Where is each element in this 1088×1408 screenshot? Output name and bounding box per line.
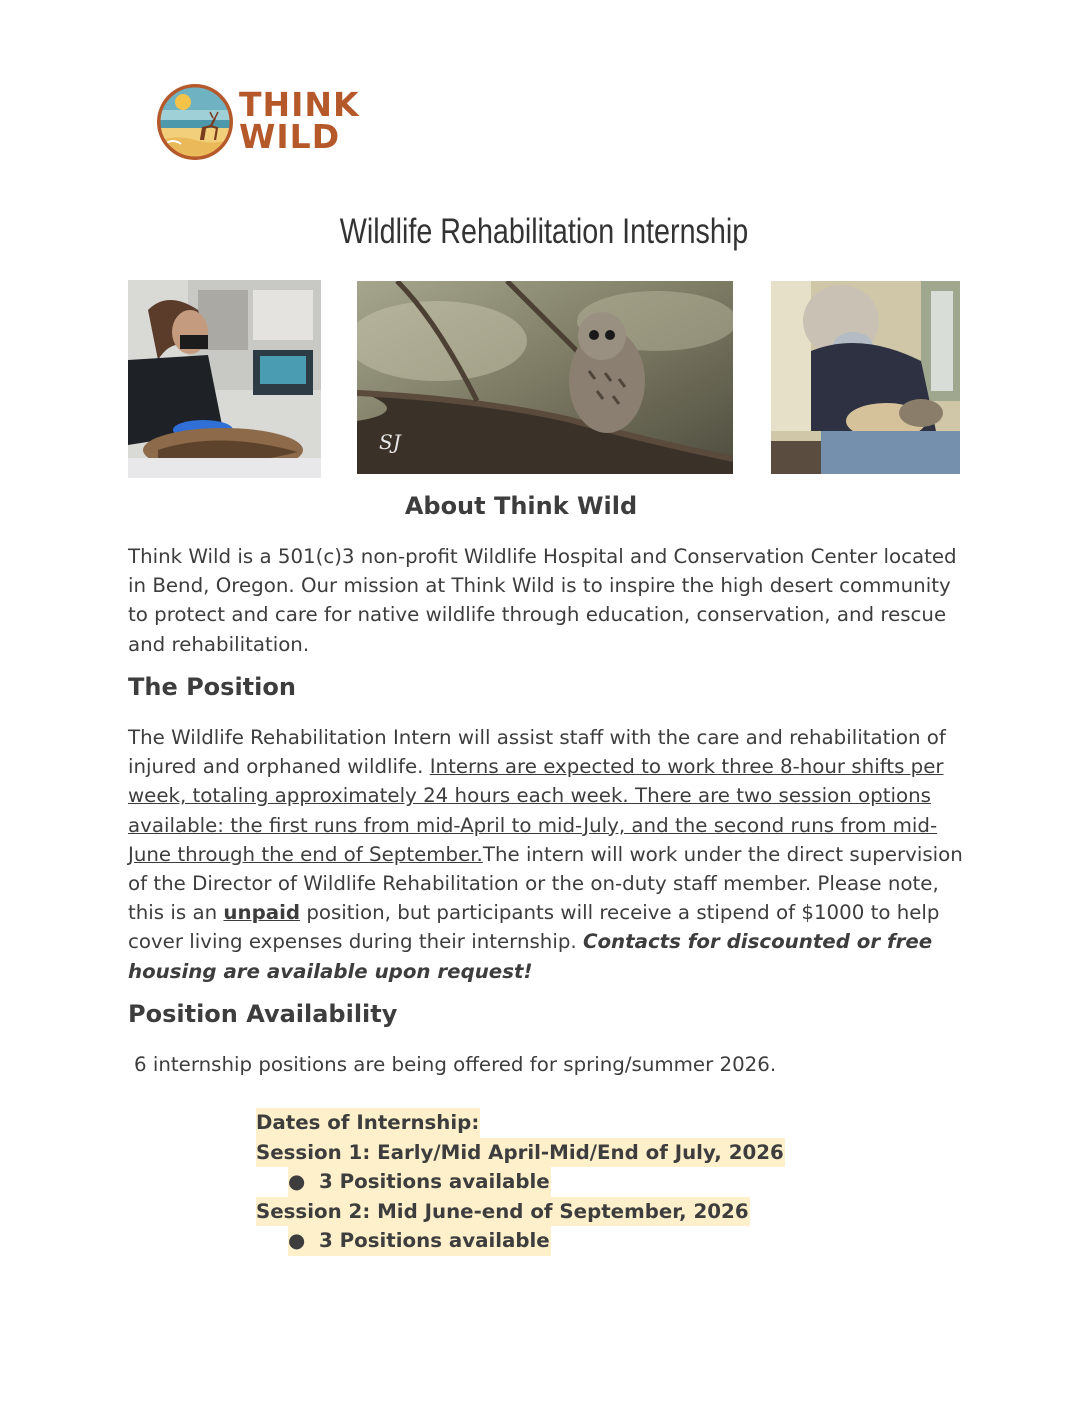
bullet-icon: ● [288, 1170, 306, 1193]
logo-emblem-icon [155, 82, 235, 162]
intern-examining-bird-photo [128, 280, 321, 478]
position-schedule-text: Interns are expected to work three 8-hour shifts per week, totaling approximately 24 hours each week. There are two session options available: the first runs from mid-April to mid-July, and the second runs from mid-June through the end of September. [128, 755, 944, 866]
availability-paragraph: 6 internship positions are being offered for spring/summer 2026. [134, 1053, 777, 1076]
session-2-dates: Session 2: Mid June-end of September, 2026 [256, 1197, 750, 1227]
position-supervision-text: The intern will work under the direct supervision of the Director of Wildlife Rehabilitation or the on-duty staff member. Please note, this is an [128, 842, 963, 925]
position-paragraph [128, 723, 963, 986]
barred-owl-photo [357, 281, 733, 474]
volunteer-holding-bird-photo [771, 281, 960, 474]
think-wild-logo [155, 82, 365, 162]
logo-word-think: THINK [239, 85, 360, 124]
position-intro-text: The Wildlife Rehabilitation Intern will assist staff with the care and rehabilitation of injured and orphaned wildlife. [128, 726, 946, 779]
session-1-positions-item [288, 1167, 551, 1197]
document-title: Wildlife Rehabilitation Internship [339, 212, 749, 251]
unpaid-label: unpaid [223, 901, 301, 925]
position-heading: The Position [128, 673, 296, 701]
availability-heading: Position Availability [128, 1000, 398, 1028]
session-1-dates: Session 1: Early/Mid April-Mid/End of July, 2026 [256, 1138, 785, 1168]
about-heading: About Think Wild [404, 492, 638, 520]
session-2-positions-item [288, 1226, 551, 1256]
svg-text:SJ: SJ [379, 430, 401, 454]
dates-title: Dates of Internship: [256, 1108, 480, 1138]
session-2-positions: 3 Positions available [319, 1229, 550, 1252]
housing-note: Contacts for discounted or free housing are available upon request! [128, 930, 933, 983]
session-1-positions: 3 Positions available [319, 1170, 550, 1193]
about-paragraph: Think Wild is a 501(c)3 non-profit Wildlife Hospital and Conservation Center located in Bend, Oregon. Our mission at Think Wild is to inspire the high desert community to protect and care for native wildlife through education, conservation, and rescue and rehabilitation. [128, 545, 957, 656]
logo-word-wild: WILD [239, 117, 341, 156]
position-stipend-text: position, but participants will receive a stipend of $1000 to help cover living expenses during their internship. [128, 901, 940, 954]
internship-dates-block [256, 1108, 785, 1256]
bullet-icon: ● [288, 1229, 306, 1252]
